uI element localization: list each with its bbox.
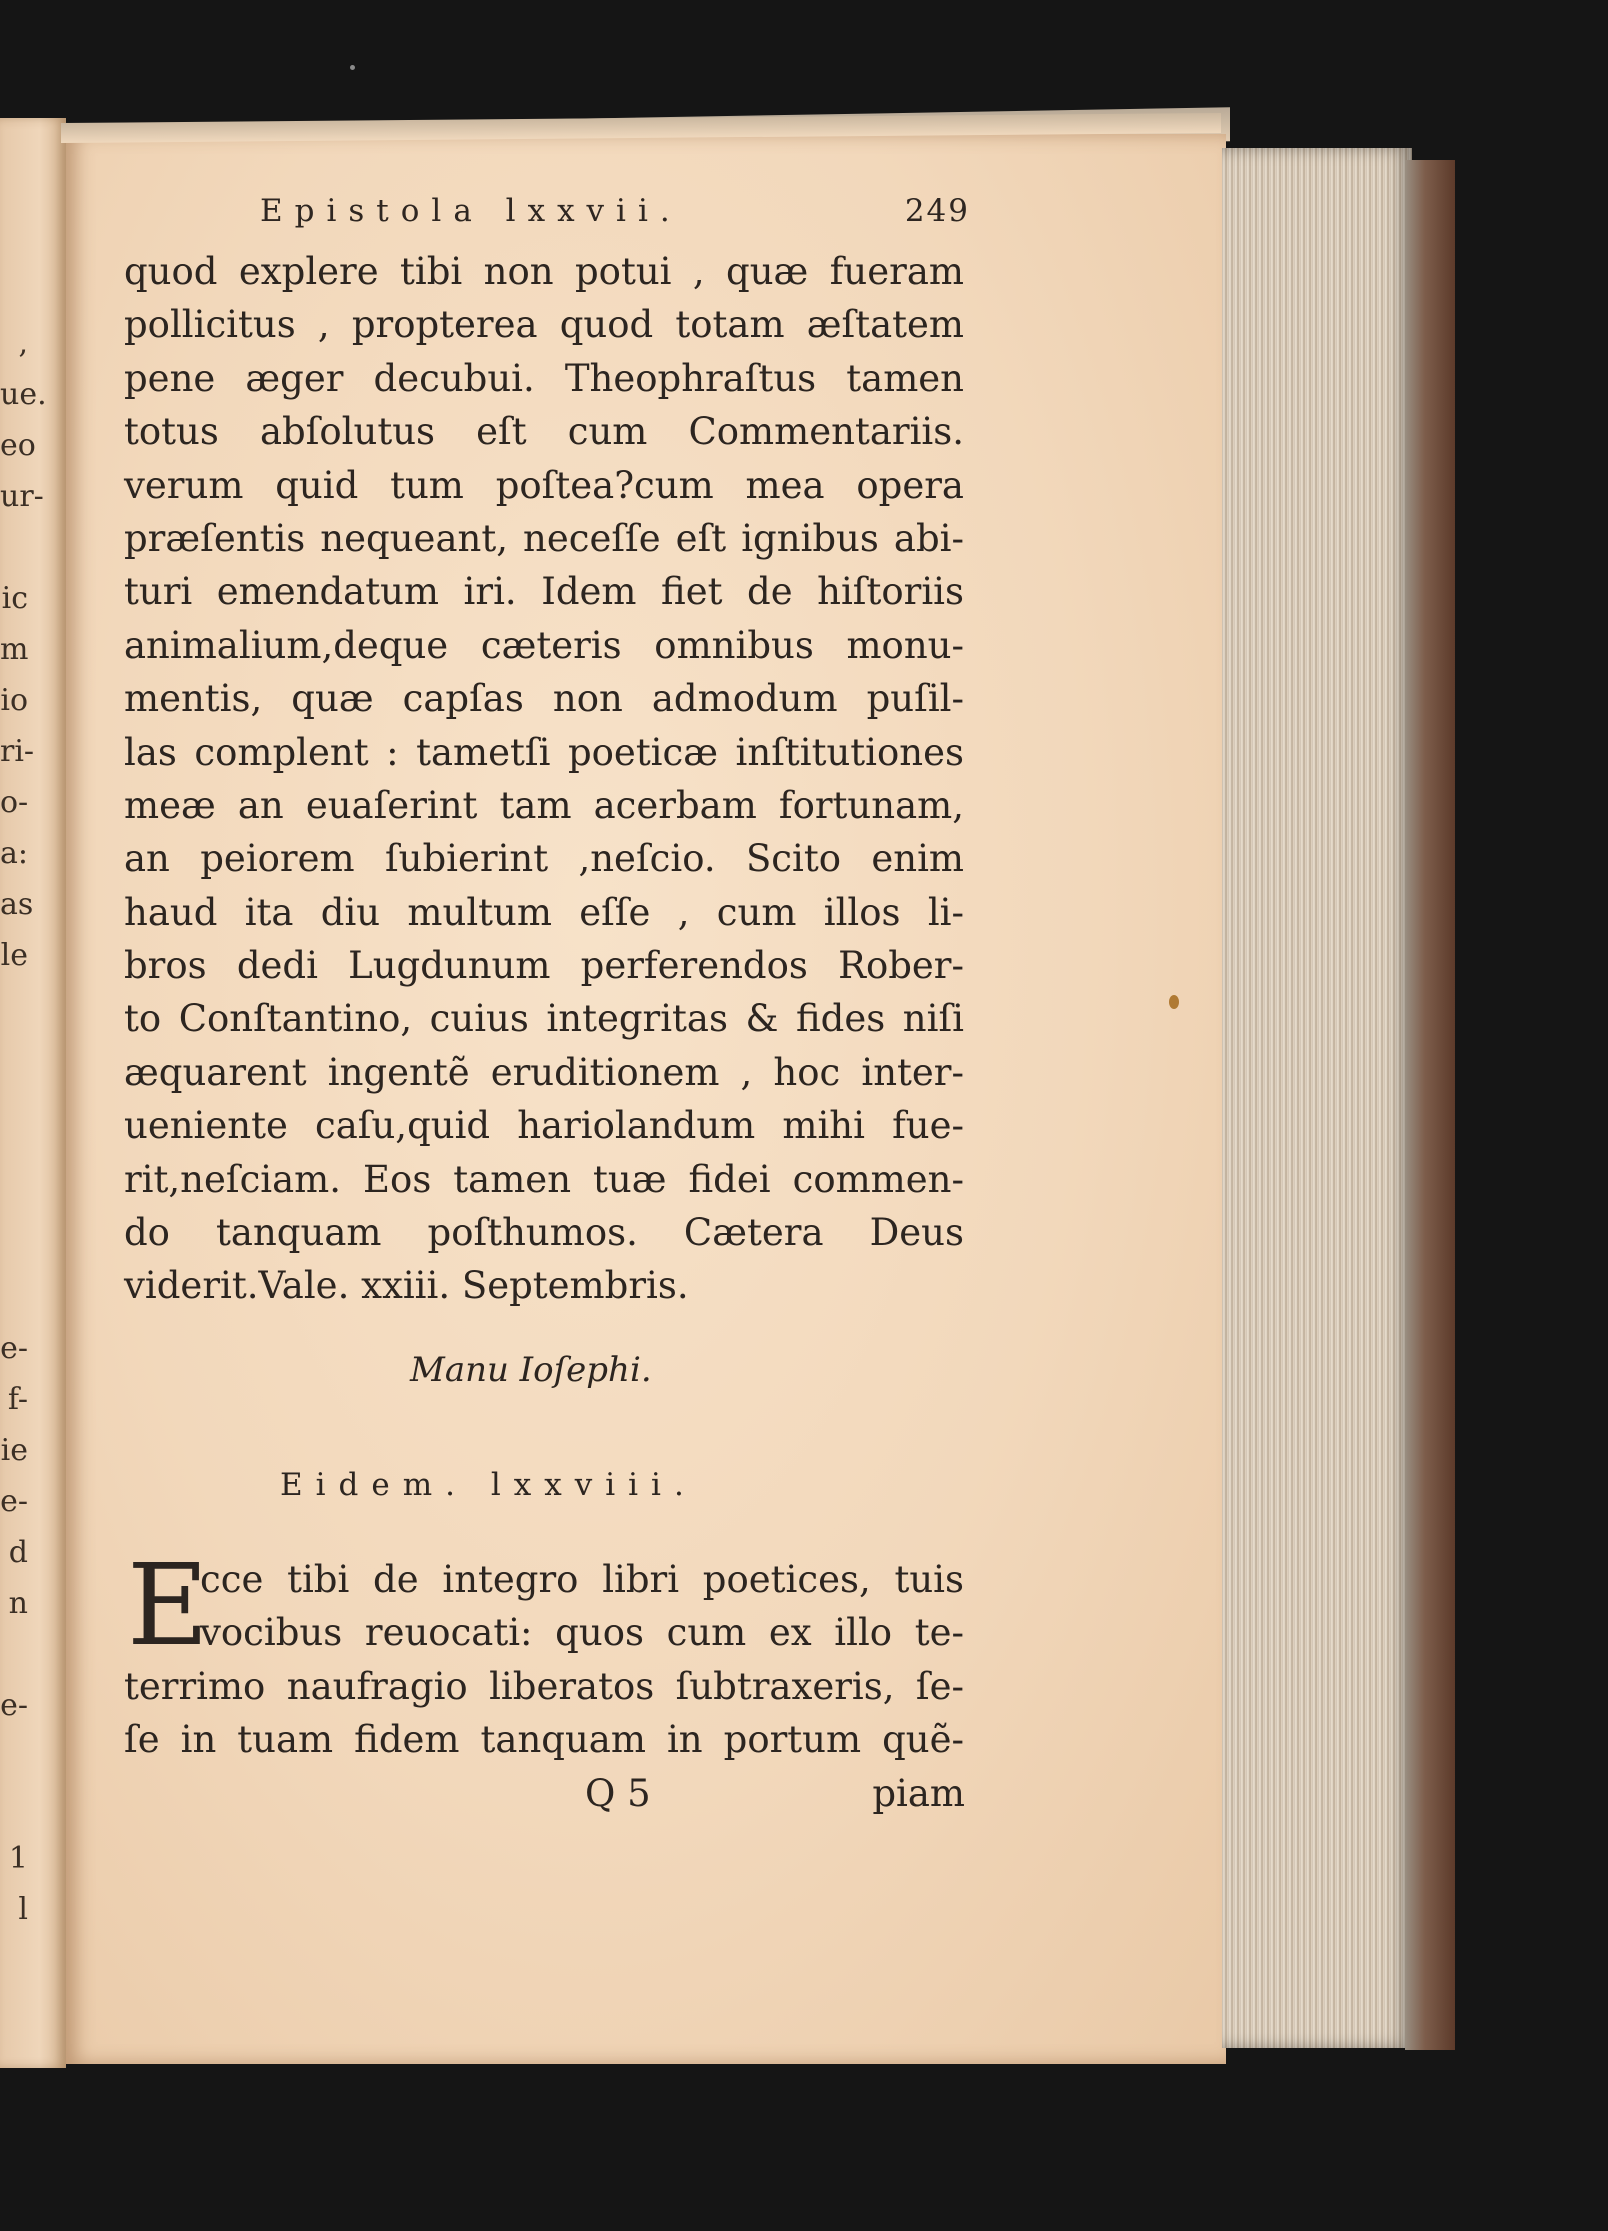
- drop-cap: E: [127, 1541, 209, 1671]
- page-stain: [1169, 995, 1179, 1009]
- text-line: ſe in tuam fidem tanquam in portum quẽ-: [124, 1718, 964, 1762]
- running-head: [260, 193, 970, 229]
- facing-left-page: [0, 118, 66, 2068]
- text-line: cce tibi de integro libri poetices, tuis: [200, 1558, 964, 1601]
- text-line: meæ an euaſerint tam acerbam fortunam,: [124, 783, 964, 827]
- left-fragment: ri-: [0, 734, 35, 769]
- left-fragment: ic: [1, 581, 28, 616]
- text-line: quod explere tibi non potui , quæ fueram: [124, 250, 964, 293]
- text-line: haud ita diu multum eſſe , cum illos li-: [124, 890, 964, 934]
- left-fragment: ue.: [0, 377, 47, 412]
- text-line: pollicitus , propterea quod totam æſtatem: [124, 303, 964, 347]
- text-line: animalium,deque cæteris omnibus monu-: [124, 623, 964, 667]
- dust-speck: [350, 65, 355, 70]
- left-fragment: ur-: [0, 479, 44, 514]
- left-fragment: [0, 1731, 30, 1782]
- left-fragment: e-: [0, 1484, 28, 1519]
- left-fragment: 1: [8, 1841, 28, 1876]
- text-line: pene æger decubui. Theophraſtus tamen: [124, 356, 964, 400]
- left-fragment: ie: [0, 1433, 28, 1468]
- text-line: vocibus reuocati: quos cum ex illo te-: [200, 1611, 964, 1655]
- left-page-text-top: [0, 318, 47, 981]
- signature-mark: Q 5: [585, 1772, 651, 1815]
- text-line: præſentis nequeant, neceſſe eſt ignibus abi-: [124, 516, 964, 560]
- left-page-text-bottom: [0, 1323, 30, 1935]
- text-line: to Conſtantino, cuius integritas & fides niſi: [124, 997, 964, 1041]
- text-line: æquarent ingentẽ eruditionem , hoc inter-: [124, 1050, 964, 1094]
- fore-edge-pages: [1222, 148, 1412, 2048]
- left-fragment: [0, 522, 30, 573]
- left-fragment: e-: [0, 1331, 28, 1366]
- left-fragment: e-: [0, 1688, 28, 1723]
- left-fragment: [0, 1782, 30, 1833]
- left-fragment: n: [8, 1586, 28, 1621]
- text-line: verum quid tum poſtea?cum mea opera: [124, 463, 964, 507]
- text-line: ueniente caſu,quid hariolandum mihi fue-: [124, 1104, 964, 1148]
- left-fragment: m: [0, 632, 29, 667]
- left-fragment: f-: [7, 1382, 28, 1417]
- left-fragment: as: [0, 887, 34, 922]
- text-line: rit,neſciam. Eos tamen tuæ fidei commen-: [124, 1157, 964, 1201]
- left-fragment: io: [0, 683, 28, 718]
- letter-signature: Manu Ioſephi.: [410, 1350, 652, 1390]
- text-line: bros dedi Lugdunum perferendos Rober-: [124, 944, 964, 988]
- page-number: 249: [904, 193, 970, 229]
- left-fragment: l: [18, 1892, 28, 1927]
- catchword: piam: [872, 1772, 965, 1815]
- text-line: viderit.Vale. xxiii. Septembris.: [124, 1264, 689, 1308]
- left-fragment: o-: [0, 785, 29, 820]
- text-line: an peiorem ſubierint ,neſcio. Scito enim: [124, 837, 964, 881]
- book-cover-edge: [1405, 160, 1455, 2050]
- text-line: terrimo naufragio liberatos ſubtraxeris, ſe-: [124, 1664, 964, 1708]
- text-line: totus abſolutus eſt cum Commentariis.: [124, 410, 964, 454]
- left-fragment: d: [8, 1535, 28, 1570]
- letter-78-text: [124, 1553, 964, 1767]
- text-line: do tanquam poſthumos. Cætera Deus: [124, 1211, 964, 1255]
- left-fragment: ,: [18, 326, 28, 361]
- letter-77-text: [124, 245, 964, 1313]
- left-fragment: le: [0, 938, 28, 973]
- page-footer: [585, 1772, 965, 1815]
- left-fragment: [0, 1629, 30, 1680]
- text-line: las complent : tametſi poeticæ inſtitutiones: [124, 730, 964, 774]
- text-line: mentis, quæ capſas non admodum puſil-: [124, 677, 964, 721]
- left-fragment: eo: [0, 428, 36, 463]
- running-head-title: Epistola lxxvii.: [260, 193, 682, 229]
- left-fragment: a:: [0, 836, 28, 871]
- text-line: turi emendatum iri. Idem fiet de hiſtoriis: [124, 570, 964, 614]
- letter-78-heading: Eidem. lxxviii.: [280, 1467, 697, 1503]
